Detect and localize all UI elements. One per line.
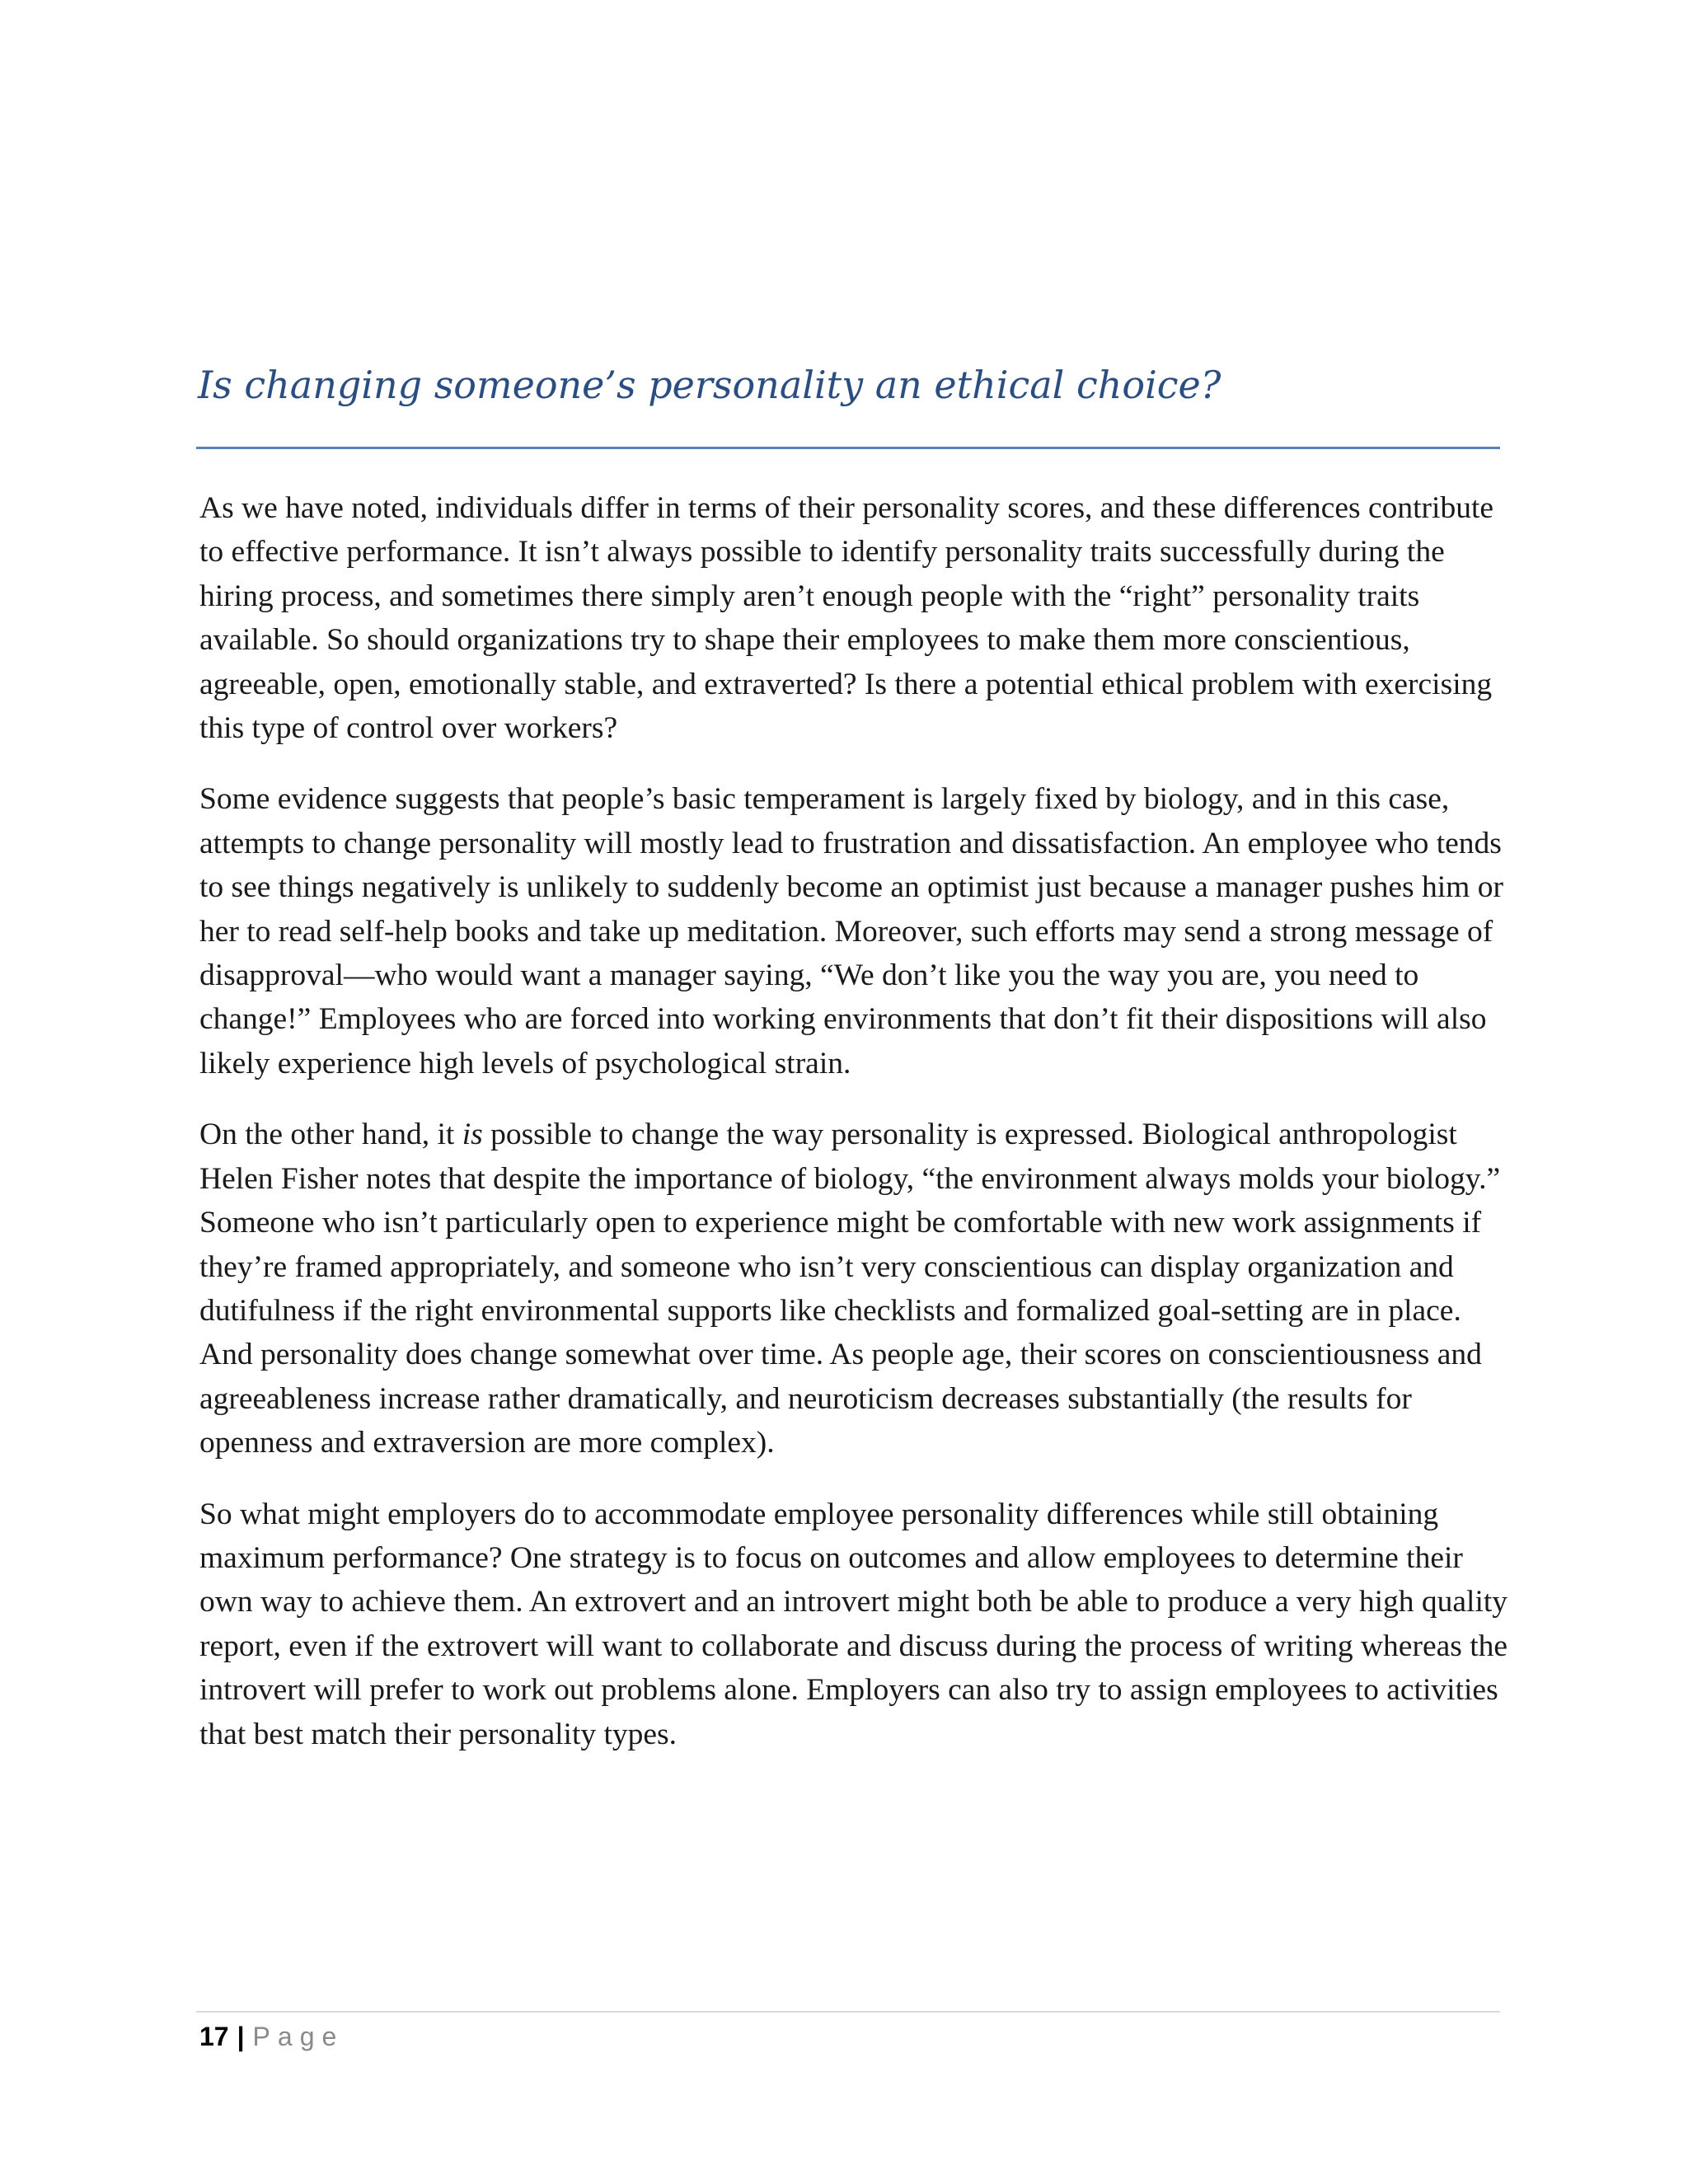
section-heading: Is changing someone’s personality an ethical choice? [198,363,1221,407]
page-number: 17 [199,2022,229,2051]
body-text [199,486,1518,1783]
page-label: Page [252,2022,345,2051]
page-footer [199,2017,344,2056]
heading-underline [196,447,1500,449]
paragraph-3-start: On the other hand, it [199,1118,462,1152]
paragraph-2: Some evidence suggests that people’s basic temperament is largely fixed by biology, and in this case, attempts to change personality will mostly lead to frustration and dissatisfaction. An employee who tends to see things negatively is unlikely to suddenly become an optimist just because a manager pushes him or her to read self-help books and take up meditation. Moreover, such efforts may send a strong message of disapproval—who would want a manager saying, “We don’t like you the way you are, you need to change!” Employees who are forced into working environments that don’t fit their dispositions will also likely experience high levels of psychological strain. [199,782,1503,1080]
paragraph-3-emphasis: is [462,1118,483,1152]
paragraph-3 [199,1113,1518,1465]
footer-divider [196,2011,1500,2013]
paragraph-4: So what might employers do to accommodate employee personality differences while still obtaining maximum performance? One strategy is to focus on outcomes and allow employees to determine their own way to achieve them. An extrovert and an introvert might both be able to produce a very high quality report, even if the extrovert will want to collaborate and discuss during the process of writing whereas the introvert will prefer to work out problems alone. Employers can also try to assign employees to activities that best match their personality types. [199,1497,1508,1751]
paragraph-1: As we have noted, individuals differ in terms of their personality scores, and these differences contribute to effective performance. It isn’t always possible to identify personality traits successfully during the hiring process, and sometimes there simply aren’t enough people with the “right” personality traits available. So should organizations try to shape their employees to make them more conscientious, agreeable, open, emotionally stable, and extraverted? Is there a potential ethical problem with exercising this type of control over workers? [199,491,1494,746]
paragraph-3-end: possible to change the way personality is expressed. Biological anthropologist Helen Fisher notes that despite the importance of biology, “the environment always molds your biology.” Someone who isn’t particularly open to experience might be comfortable with new work assignments if they’re framed appropriately, and someone who isn’t very conscientious can display organization and dutifulness if the right environmental supports like checklists and formalized goal-setting are in place. And personality does change somewhat over time. As people age, their scores on conscientiousness and agreeableness increase rather dramatically, and neuroticism decreases substantially (the results for openness and extraversion are more complex). [199,1118,1501,1460]
footer-separator: | [237,2022,245,2051]
